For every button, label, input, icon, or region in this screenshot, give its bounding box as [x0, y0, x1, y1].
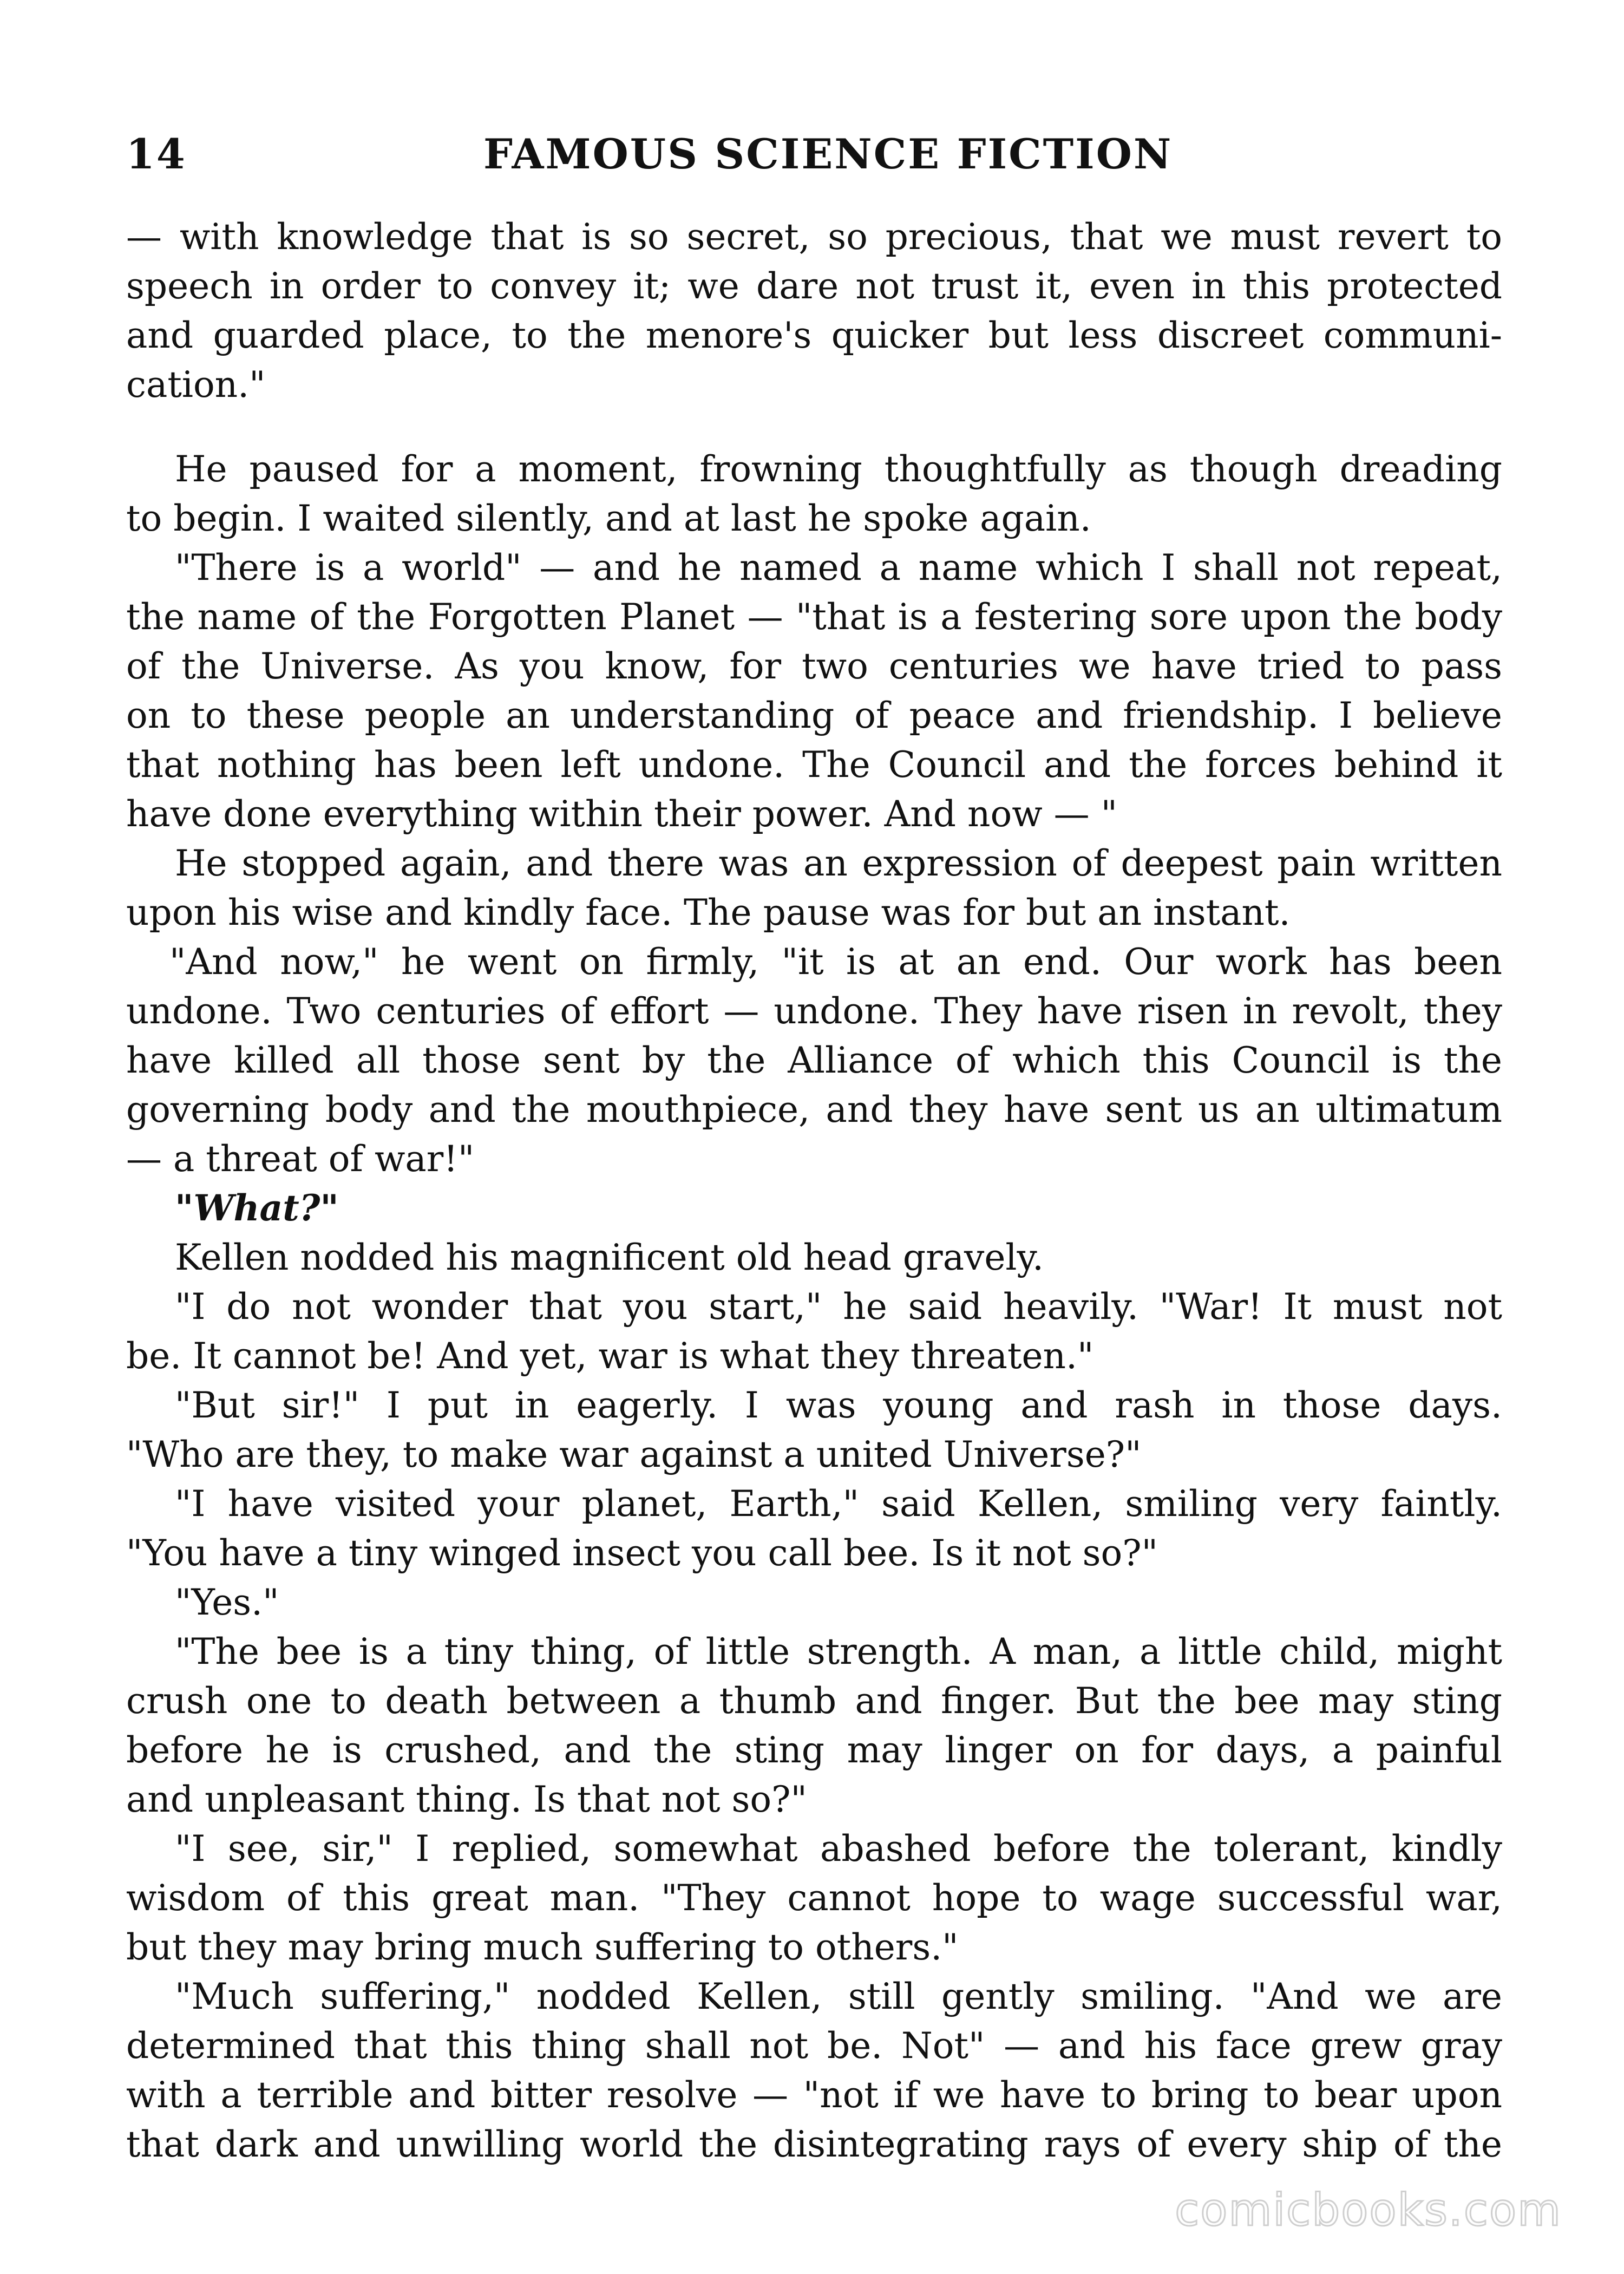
text-line: undone. Two centuries of effort — undone. They have risen in revolt, they	[126, 990, 1502, 1032]
text-line: speech in order to convey it; we dare not trust it, even in this protected	[126, 265, 1502, 307]
text-line: cation."	[126, 364, 266, 406]
text-line: "There is a world" — and he named a name which I shall not repeat,	[175, 547, 1502, 589]
text-line: wisdom of this great man. "They cannot hope to wage successful war,	[126, 1877, 1502, 1919]
text-line: — a threat of war!"	[126, 1138, 475, 1180]
text-line: Kellen nodded his magnificent old head gravely.	[175, 1237, 1044, 1278]
text-line: and unpleasant thing. Is that not so?"	[126, 1779, 807, 1820]
text-line: determined that this thing shall not be. Not" — and his face grew gray	[126, 2025, 1502, 2067]
text-line: to begin. I waited silently, and at last he spoke again.	[126, 498, 1091, 539]
text-line: before he is crushed, and the sting may linger on for days, a painful	[126, 1729, 1502, 1771]
text-line: with a terrible and bitter resolve — "not if we have to bring to bear upon	[126, 2074, 1502, 2116]
text-line: the name of the Forgotten Planet — "that is a festering sore upon the body	[126, 596, 1502, 638]
story-text	[126, 212, 1502, 2169]
text-line: of the Universe. As you know, for two centuries we have tried to pass	[126, 645, 1502, 687]
text-line: that nothing has been left undone. The Council and the forces behind it	[126, 744, 1502, 786]
text-line: He paused for a moment, frowning thoughtfully as though dreading	[175, 448, 1502, 490]
page-header	[126, 130, 1502, 179]
text-line: "But sir!" I put in eagerly. I was young and rash in those days.	[175, 1384, 1502, 1426]
text-line: upon his wise and kindly face. The pause was for but an instant.	[126, 892, 1291, 933]
text-line: "Who are they, to make war against a united Universe?"	[126, 1434, 1142, 1475]
text-line: on to these people an understanding of peace and friendship. I believe	[126, 695, 1502, 736]
text-line: but they may bring much suffering to others."	[126, 1926, 959, 1968]
text-line: be. It cannot be! And yet, war is what they threaten."	[126, 1335, 1094, 1377]
text-line: that dark and unwilling world the disintegrating rays of every ship of the	[126, 2123, 1502, 2165]
text-line: crush one to death between a thumb and finger. But the bee may sting	[126, 1680, 1502, 1722]
text-line: have killed all those sent by the Alliance of which this Council is the	[126, 1040, 1502, 1081]
text-line: He stopped again, and there was an expression of deepest pain written	[175, 842, 1502, 884]
text-line: governing body and the mouthpiece, and they have sent us an ultimatum	[126, 1089, 1502, 1131]
text-line: "I have visited your planet, Earth," said Kellen, smiling very faintly.	[175, 1483, 1502, 1525]
text-line: have done everything within their power. And now — "	[126, 793, 1118, 835]
text-line: "I see, sir," I replied, somewhat abashed before the tolerant, kindly	[175, 1828, 1502, 1870]
text-line: "And now," he went on firmly, "it is at an end. Our work has been	[169, 941, 1502, 983]
text-line: "You have a tiny winged insect you call bee. Is it not so?"	[126, 1532, 1158, 1574]
text-line: "I do not wonder that you start," he said heavily. "War! It must not	[175, 1286, 1502, 1328]
paragraph-gap	[126, 409, 1502, 445]
text-line: "Yes."	[175, 1582, 279, 1623]
site-watermark: comicbooks.com	[1175, 2185, 1562, 2236]
text-line: "What?"	[175, 1187, 339, 1229]
page-number: 14	[126, 130, 187, 178]
text-line: and guarded place, to the menore's quicker but less discreet communi-	[126, 315, 1502, 356]
text-line: "Much suffering," nodded Kellen, still gently smiling. "And we are	[175, 1976, 1502, 2017]
text-line: — with knowledge that is so secret, so precious, that we must revert to	[126, 216, 1502, 258]
text-line: "The bee is a tiny thing, of little strength. A man, a little child, might	[175, 1631, 1502, 1672]
running-title: FAMOUS SCIENCE FICTION	[483, 130, 1173, 178]
